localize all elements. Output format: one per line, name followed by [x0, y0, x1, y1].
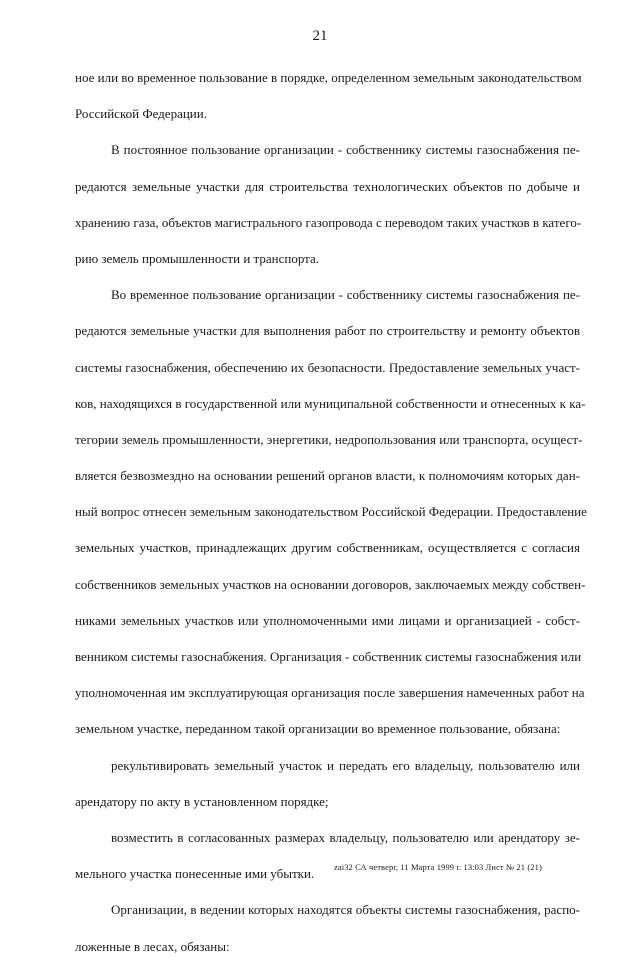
text-line: Организации, в ведении которых находятся объекты системы газоснабжения, распо-	[111, 902, 580, 918]
page-footer: zai32 СА четверг, 11 Марта 1999 г. 13:03 Лист № 21 (21)	[334, 862, 542, 872]
text-line: ложенные в лесах, обязаны:	[75, 938, 230, 954]
text-line: уполномоченная им эксплуатирующая организация после завершения намеченных работ на	[75, 685, 585, 701]
text-line: ный вопрос отнесен земельным законодательством Российской Федерации. Предоставление	[75, 504, 587, 520]
text-line: редаются земельные участки для выполнения работ по строительству и ремонту объектов	[75, 323, 580, 339]
text-line: хранению газа, объектов магистрального газопровода с переводом таких участков в катего-	[75, 214, 582, 230]
text-line: тегории земель промышленности, энергетики, недропользования или транспорта, осущест-	[75, 431, 583, 447]
text-line: Российской Федерации.	[75, 106, 207, 122]
text-line: ков, находящихся в государственной или муниципальной собственности и отнесенных к ка-	[75, 395, 586, 411]
text-line: арендатору по акту в установленном порядке;	[75, 793, 329, 809]
text-line: собственников земельных участков на основании договоров, заключаемых между собствен-	[75, 576, 586, 592]
text-line: венником системы газоснабжения. Организация - собственник системы газоснабжения или	[75, 649, 582, 664]
document-body	[75, 60, 587, 965]
text-line: ное или во временное пользование в порядке, определенном земельным законодательством	[75, 70, 582, 85]
text-line: системы газоснабжения, обеспечению их безопасности. Предоставление земельных участ-	[75, 359, 580, 375]
text-line: рию земель промышленности и транспорта.	[75, 250, 320, 266]
text-line: рекультивировать земельный участок и передать его владельцу, пользователю или	[111, 757, 580, 773]
text-line: земельных участков, принадлежащих другим собственникам, осуществляется с согласия	[75, 540, 580, 556]
text-line: В постоянное пользование организации - собственнику системы газоснабжения пе-	[111, 142, 580, 158]
text-line: никами земельных участков или уполномоченными ими лицами и организацией - собст-	[75, 612, 580, 628]
text-line: возместить в согласованных размерах владельцу, пользователю или арендатору зе-	[111, 829, 580, 845]
text-line: земельном участке, переданном такой организации во временное пользование, обязана:	[75, 721, 561, 737]
page-number: 21	[312, 28, 328, 44]
text-line: мельного участка понесенные ими убытки.	[75, 866, 315, 882]
text-line: редаются земельные участки для строительства технологических объектов по добыче и	[75, 178, 580, 194]
text-line: Во временное пользование организации - собственнику системы газоснабжения пе-	[111, 287, 580, 303]
text-line: вляется безвозмездно на основании решений органов власти, к полномочиям которых дан-	[75, 468, 580, 484]
